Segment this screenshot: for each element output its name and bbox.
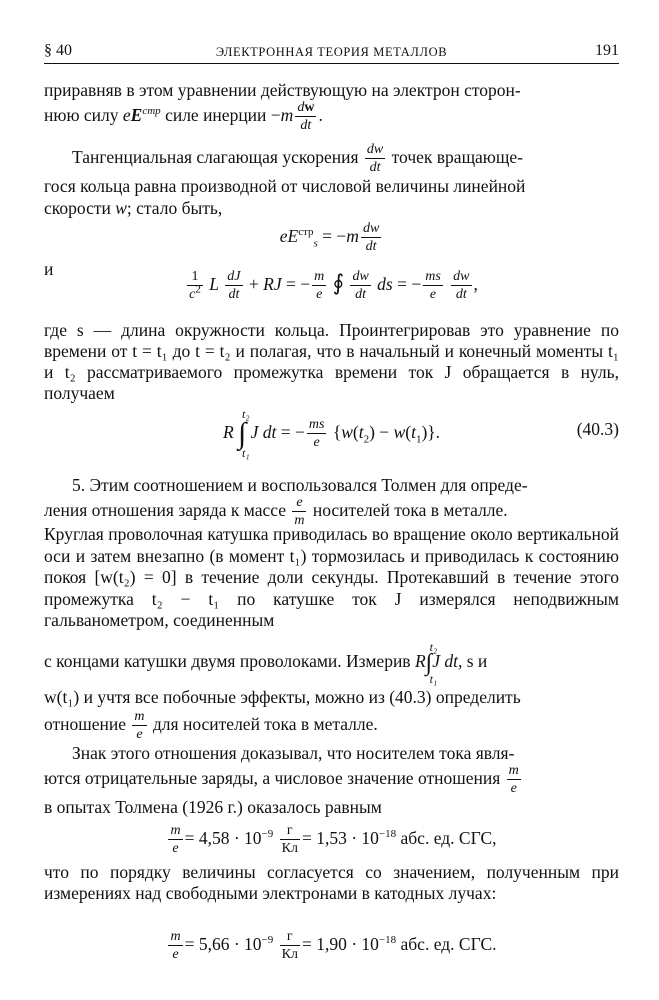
cathode-exp: −9 [261,934,274,947]
equation-number: (40.3) [576,419,619,439]
equation-cathode: $\frac{m}{e}$ = $5,66 \cdot 10^{-9}$ $\frac{г}{Кл}$ = $1,90 \cdot 10^{-18}$ абс. ед. СГС. [170,929,497,962]
symbol-w: w [115,198,127,218]
paragraph-5: Знак этого отношения доказывал, что носителем тока явля- ются отрицательные заряды, а числовое значение отношения $\frac{m}{e}$ [44,743,519,796]
paragraph-2 [44,143,619,219]
running-title: ЭЛЕКТРОННАЯ ТЕОРИЯ МЕТАЛЛОВ [215,45,448,59]
p4-measure: с концами катушки двумя проволоками. Измерив [44,651,415,671]
p1-line2a: нюю силу [44,105,123,126]
p4-line1: 5. Этим соотношением и воспользовался Толмен для опреде- [72,475,528,495]
p2-line3b: ; стало быть, [126,198,223,218]
p4-ratio-word: отношение [44,714,131,735]
paragraph-4-tail: w(t₁) и учтя все побочные эффекты, можно из (40.3) определить [44,687,521,707]
page-number: 191 [595,42,619,59]
p1-line2b: силе инерции − [160,105,281,126]
p2-line1b: точек вращающе- [387,147,523,168]
tolman-unit: абс. ед. СГС, [396,828,497,849]
p1-line1: приравняв в этом уравнении действующую на электрон сторон- [44,80,521,100]
section-number: § 40 [44,42,72,59]
cathode-cgs: = 1,90 · 10 [301,934,379,955]
cathode-cgs-exp: −18 [378,934,397,947]
paragraph-4-end: отношение $\frac{m}{e}$ для носителей тока в металле. [44,709,378,742]
cathode-value: = 5,66 · 10 [184,934,262,955]
p2-line2: гося кольца равна производной от числовой величины линейной [44,176,526,196]
equation-tangential: $eE^{стр}_s = -m$ $\frac{dw}{dt}$ [279,221,380,254]
paragraph-4-line-integral: с концами катушки двумя проволоками. Измерив R∫ t₂ t₁ J dt, s и [44,639,488,686]
tolman-value: = 4,58 · 10 [184,828,262,849]
p2-line3a: скорости [44,198,116,218]
p4-line2b: носителей тока в металле. [308,500,508,521]
equation-40-3: R ∫ t₂ t₁ J dt = − $\frac{ms}{e}$ $\{w(t_2) - w(t_1)\}$. (40.3) [222,407,619,460]
paragraph-5-end: в опытах Толмена (1926 г.) оказалось равным [44,797,382,817]
formula-m-dw-dt: m [280,105,294,126]
p2-line1a: Тангенциальная слагающая ускорения [72,147,363,168]
formula-eE: $eE^{стр}$ [122,105,161,126]
fraction-e-m: $\frac{e}{m}$ [294,495,305,528]
header-rule [44,63,619,64]
equation-circuit: $\frac{1}{c^2}$ L $\frac{dJ}{dt}$ + RJ = − $\frac{m}{e}$ ∮ $\frac{dw}{dt}$ ds = − $\frac{ms}{e}$ $\frac{dw}{dt}$ , [189,269,478,302]
p4-s-and: , s и [458,651,488,671]
p5-line1: Знак этого отношения доказывал, что носителем тока явля- [72,743,515,763]
paragraph-3: где s — длина окружности кольца. Проинтегрировав это уравнение по времени от t = t₁ до t = t₂ и полагая, что в начальный и конечный моменты t₁ и t₂ рассматриваемого промежутка времени ток J обращается в нуль, получаем [44,320,619,403]
paragraph-1: приравняв в этом уравнении действующую на электрон сторон- нюю силу $eE^{стр}$ силе инерции −m $\frac{dw}{dt}$ . [44,80,521,133]
tolman-cgs: = 1,53 · 10 [301,828,379,849]
paragraph-4 [44,474,619,528]
equation-tolman: $\frac{m}{e}$ = $4,58 \cdot 10^{-9}$ $\frac{г}{Кл}$ = $1,53 \cdot 10^{-18}$ абс. ед. СГС, [170,823,497,856]
p5-line2: ются отрицательные заряды, а числовое значение отношения [44,768,505,789]
fraction-dw-dt: $\frac{dw}{dt}$ [366,142,384,175]
word-and: и [44,259,54,279]
running-header [44,40,619,62]
tolman-cgs-exp: −18 [378,828,397,841]
cathode-unit: абс. ед. СГС. [396,934,497,955]
paragraph-6: что по порядку величины согласуется со значением, полученным при измерениях над свободными электронами в катодных лучах: [44,862,619,903]
p4-line2a: ления отношения заряда к массе [44,500,291,521]
paragraph-4-body: Круглая проволочная катушка приводилась во вращение около вертикальной оси и затем внезапно (в момент t₁) тормозилась и приводилась к состоянию покоя [w(t₂) = 0] в течение доли секунды. Протекавший в течение этого промежутка t₂ − t₁ по катушке ток J измерялся неподвижным гальванометром, соединенным [44,524,619,630]
fraction-dw-dt-bold: $\frac{dw}{dt}$ [297,100,315,133]
tolman-exp: −9 [261,828,274,841]
p4-ratio-tail: для носителей тока в металле. [148,714,378,735]
